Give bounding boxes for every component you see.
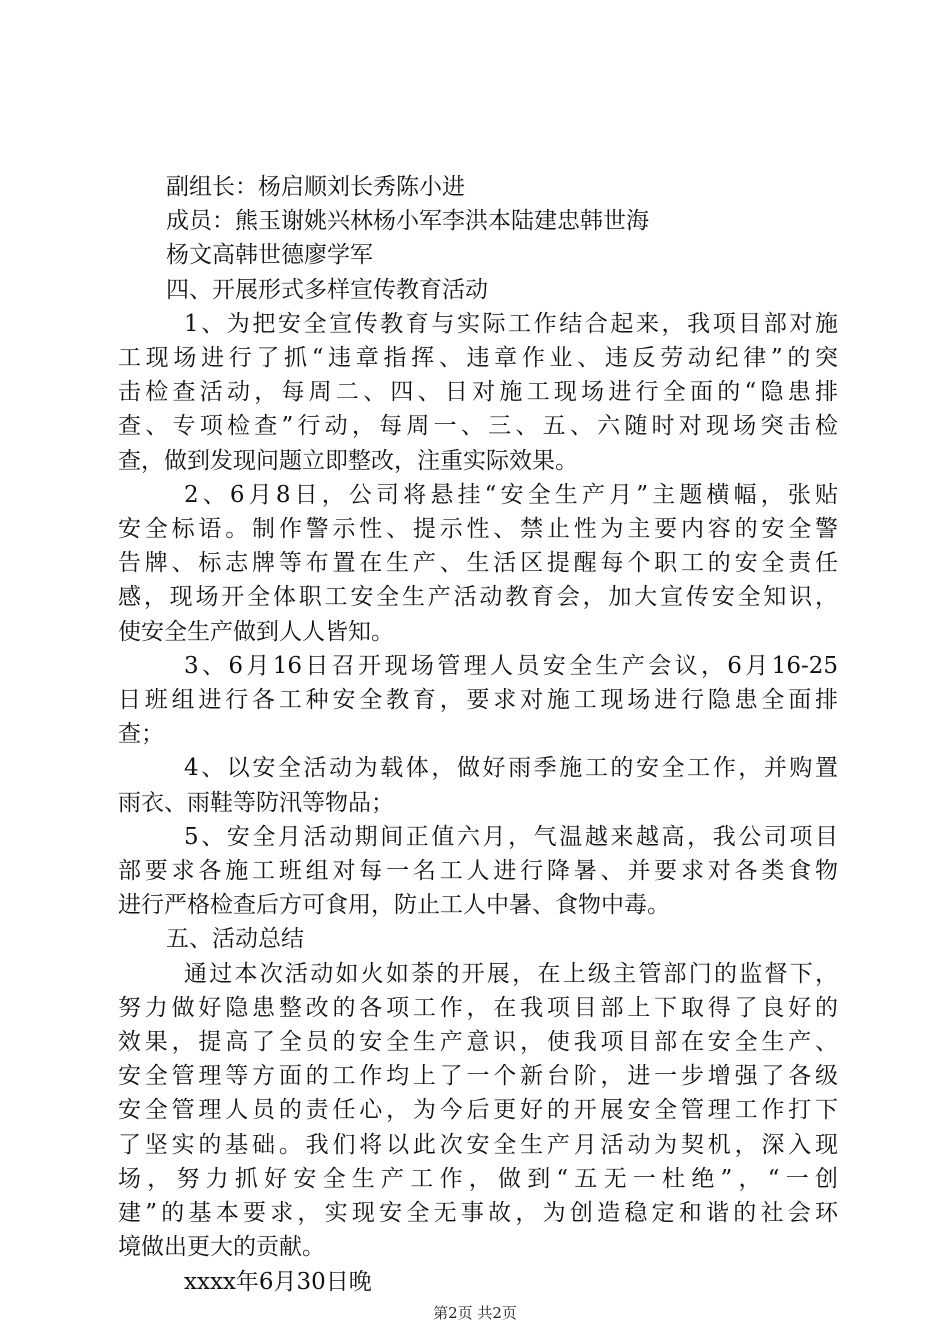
text-line: 了坚实的基础。我们将以此次安全生产月活动为契机，深入现	[118, 1131, 838, 1158]
text-line: 副组长：杨启顺刘长秀陈小进	[166, 174, 465, 200]
text-line: 成员：熊玉谢姚兴林杨小军李洪本陆建忠韩世海	[166, 208, 649, 235]
text-line: 4、以安全活动为载体，做好雨季施工的安全工作，并购置	[184, 755, 838, 782]
text-line: 安全管理人员的责任心，为今后更好的开展安全管理工作打下	[118, 1097, 838, 1124]
text-line: 场，努力抓好安全生产工作，做到“五无一杜绝”，“一创	[118, 1165, 838, 1192]
text-line: 查、专项检查”行动，每周一、三、五、六随时对现场突击检	[118, 413, 838, 440]
text-line: 告牌、标志牌等布置在生产、生活区提醒每个职工的安全责任	[118, 550, 838, 577]
text-line: 四、开展形式多样宣传教育活动	[166, 276, 488, 303]
text-line: xxxx年6月30日晚	[184, 1268, 372, 1295]
text-line: 日班组进行各工种安全教育，要求对施工现场进行隐患全面排	[118, 687, 838, 714]
text-line: 雨衣、雨鞋等防汛等物品；	[118, 789, 394, 816]
text-line: 感，现场开全体职工安全生产活动教育会，加大宣传安全知识，	[118, 584, 838, 611]
text-line: 部要求各施工班组对每一名工人进行降暑、并要求对各类食物	[118, 858, 838, 885]
text-line: 查，做到发现问题立即整改，注重实际效果。	[118, 447, 578, 474]
text-line: 5、安全月活动期间正值六月，气温越来越高，我公司项目	[184, 823, 838, 850]
text-line: 境做出更大的贡献。	[118, 1234, 325, 1261]
text-line: 2、6月8日，公司将悬挂“安全生产月”主题横幅，张贴	[184, 481, 838, 508]
text-line: 3、6月16日召开现场管理人员安全生产会议，6月16-25	[184, 652, 838, 679]
text-line: 安全管理等方面的工作均上了一个新台阶，进一步增强了各级	[118, 1063, 838, 1090]
page-footer: 第2页 共2页	[433, 1304, 517, 1322]
text-line: 安全标语。制作警示性、提示性、禁止性为主要内容的安全警	[118, 516, 838, 543]
text-line: 1、为把安全宣传教育与实际工作结合起来，我项目部对施	[184, 310, 838, 337]
text-line: 五、活动总结	[166, 926, 304, 953]
text-line: 击检查活动，每周二、四、日对施工现场进行全面的“隐患排	[118, 379, 838, 406]
text-line: 进行严格检查后方可食用，防止工人中暑、食物中毒。	[118, 892, 670, 919]
text-line: 努力做好隐患整改的各项工作，在我项目部上下取得了良好的	[118, 994, 838, 1021]
text-line: 通过本次活动如火如荼的开展，在上级主管部门的监督下，	[184, 960, 838, 987]
text-line: 建”的基本要求，实现安全无事故，为创造稳定和谐的社会环	[118, 1200, 838, 1227]
document-body	[118, 170, 838, 1299]
text-line: 工现场进行了抓“违章指挥、违章作业、违反劳动纪律”的突	[118, 345, 838, 372]
text-line: 使安全生产做到人人皆知。	[118, 618, 394, 645]
text-line: 查；	[118, 721, 164, 748]
text-line: 效果，提高了全员的安全生产意识，使我项目部在安全生产、	[118, 1029, 838, 1056]
text-line: 杨文高韩世德廖学军	[166, 242, 373, 269]
